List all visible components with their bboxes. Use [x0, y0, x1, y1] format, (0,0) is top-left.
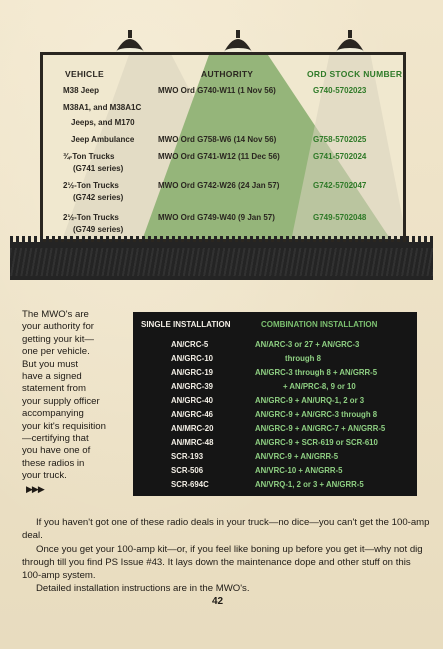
combo-cell: AN/VRC-9 + AN/GRR-5 — [255, 452, 339, 461]
combo-cell: AN/GRC-9 + AN/URQ-1, 2 or 3 — [255, 396, 365, 405]
vehicle-cell: M38 Jeep — [63, 86, 100, 95]
vehicle-cell: (G742 series) — [73, 193, 124, 202]
single-cell: SCR-506 — [171, 466, 204, 475]
authority-paragraph — [22, 309, 134, 495]
single-cell: AN/MRC-48 — [171, 438, 214, 447]
vehicle-cell: (G741 series) — [73, 164, 124, 173]
text-line: accompanying — [22, 408, 84, 420]
vehicle-table — [43, 55, 403, 239]
combo-cell: AN/VRQ-1, 2 or 3 + AN/GRR-5 — [255, 480, 364, 489]
text-line: you have one of — [22, 445, 91, 457]
page-number: 42 — [212, 596, 224, 607]
arrow-right-icon: ▶▶▶ — [26, 483, 44, 494]
body-text — [22, 516, 432, 596]
text-line: The MWO's are — [22, 309, 89, 320]
combo-cell: AN/ARC-3 or 27 + AN/GRC-3 — [255, 340, 360, 349]
radio-installation-panel — [133, 312, 417, 496]
authority-cell: MWO Ord G742-W26 (24 Jan 57) — [158, 181, 280, 190]
ord-cell: G742-5702047 — [313, 181, 367, 190]
authority-cell: MWO Ord G758-W6 (14 Nov 56) — [158, 135, 277, 144]
vehicle-cell: 2½-Ton Trucks — [63, 181, 119, 190]
vehicle-cell: 2½-Ton Trucks — [63, 213, 119, 222]
header-combination-installation: COMBINATION INSTALLATION — [261, 320, 378, 329]
text-line: your kit's requisition — [22, 420, 106, 432]
single-cell: AN/GRC-39 — [171, 382, 214, 391]
paragraph: Once you get your 100-amp kit—or, if you feel like boning up before you get it—why not dig through till you find PS Issue #43. It lays down the maintenance dope and other stuff on this 100-amp system. — [22, 543, 423, 582]
ord-cell: G749-5702048 — [313, 213, 367, 222]
grass-strip — [10, 242, 433, 280]
ord-cell: G740-5702023 — [313, 86, 367, 95]
paragraph: Detailed installation instructions are in the MWO's. — [36, 583, 250, 595]
vehicle-cell: ¾-Ton Trucks — [63, 152, 115, 161]
text-line-wrap — [22, 470, 134, 495]
text-line: your supply officer — [22, 395, 100, 407]
single-cell: AN/GRC-40 — [171, 396, 214, 405]
vehicle-cell: M38A1, and M38A1C — [63, 103, 142, 112]
ord-cell: G741-5702024 — [313, 152, 367, 161]
header-authority: AUTHORITY — [201, 69, 254, 79]
authority-cell: MWO Ord G749-W40 (9 Jan 57) — [158, 213, 275, 222]
vehicle-cell: Jeep Ambulance — [71, 135, 135, 144]
combo-cell: AN/GRC-3 through 8 + AN/GRR-5 — [255, 368, 378, 377]
header-vehicle: VEHICLE — [65, 69, 104, 79]
text-line: getting your kit— — [22, 333, 94, 345]
authority-cell: MWO Ord G740-W11 (1 Nov 56) — [158, 86, 276, 95]
vehicle-cell: Jeeps, and M170 — [71, 118, 135, 127]
combo-cell: AN/GRC-9 + AN/GRC-3 through 8 — [255, 410, 378, 419]
header-single-installation: SINGLE INSTALLATION — [141, 320, 231, 329]
text-line: your authority for — [22, 321, 94, 333]
text-line: But you must — [22, 358, 78, 370]
text-line: your truck. — [22, 470, 67, 482]
text-line: one per vehicle. — [22, 346, 90, 358]
single-cell: SCR-193 — [171, 452, 204, 461]
combo-cell: AN/GRC-9 + AN/GRC-7 + AN/GRR-5 — [255, 424, 386, 433]
single-cell: AN/GRC-46 — [171, 410, 214, 419]
header-ord-stock-number: ORD STOCK NUMBER — [307, 69, 403, 79]
text-line: have a signed — [22, 371, 82, 383]
text-line: —certifying that — [22, 433, 89, 445]
single-cell: SCR-694C — [171, 480, 209, 489]
paragraph: If you haven't got one of these radio deals in your truck—no dice—you can't get the 100-amp deal. — [22, 517, 430, 542]
combo-cell: AN/VRC-10 + AN/GRR-5 — [255, 466, 343, 475]
single-cell: AN/CRC-5 — [171, 340, 209, 349]
text-line: statement from — [22, 383, 86, 395]
mwo-billboard — [40, 52, 406, 242]
text-line: these radios in — [22, 457, 85, 469]
ord-cell: G758-5702025 — [313, 135, 367, 144]
combo-cell: through 8 — [285, 354, 321, 363]
vehicle-cell: (G749 series) — [73, 225, 124, 234]
combo-cell: AN/GRC-9 + SCR-619 or SCR-610 — [255, 438, 378, 447]
single-cell: AN/MRC-20 — [171, 424, 214, 433]
combo-cell: + AN/PRC-8, 9 or 10 — [283, 382, 356, 391]
single-cell: AN/GRC-19 — [171, 368, 214, 377]
single-cell: AN/GRC-10 — [171, 354, 214, 363]
authority-cell: MWO Ord G741-W12 (11 Dec 56) — [158, 152, 280, 161]
